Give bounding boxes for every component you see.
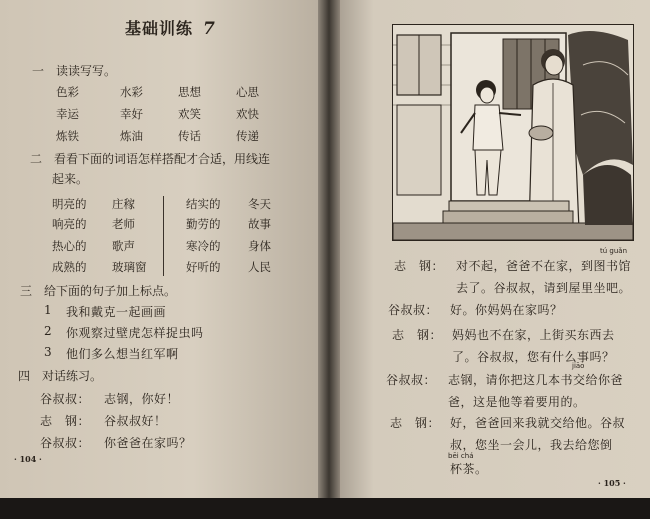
speaker: 志 钢： <box>40 414 91 428</box>
word: 水彩 <box>120 85 143 99</box>
speaker: 志 钢： <box>394 259 445 273</box>
speaker: 谷叔叔： <box>40 436 91 450</box>
match-word: 勤劳的 <box>186 217 221 231</box>
match-word: 响亮的 <box>52 217 87 231</box>
word: 炼油 <box>120 129 143 143</box>
word: 幸运 <box>56 107 79 121</box>
item-number: 1 <box>44 303 53 317</box>
match-word: 寒冷的 <box>186 239 221 253</box>
word: 炼铁 <box>56 129 79 143</box>
word: 思想 <box>178 85 201 99</box>
dialogue-line: 叔，您坐一会儿，我去给您倒 <box>450 438 613 452</box>
illustration-drawing <box>393 25 633 240</box>
match-word: 成熟的 <box>52 260 87 274</box>
word: 幸好 <box>120 107 143 121</box>
pinyin: bēi chá <box>448 452 474 460</box>
dialogue-line: 爸，这是他等着要用的。 <box>448 395 586 409</box>
dialogue-line: 志钢，请你把这几本书交给你爸 <box>448 373 624 387</box>
dialogue-line: 谷叔叔好！ <box>104 414 167 428</box>
word: 欢快 <box>236 107 259 121</box>
match-word: 故事 <box>248 217 271 231</box>
item-number: 3 <box>44 345 53 359</box>
match-word: 老师 <box>112 217 135 231</box>
word: 色彩 <box>56 85 79 99</box>
dialogue-line: 好。你妈妈在家吗？ <box>450 303 563 317</box>
speaker: 谷叔叔： <box>40 392 91 406</box>
match-word: 冬天 <box>248 197 271 211</box>
speaker: 谷叔叔： <box>388 303 439 317</box>
section1-label: 一 读读写写。 <box>32 64 117 78</box>
dialogue-line: 你爸爸在家吗？ <box>104 436 192 450</box>
section4-label: 四 对话练习。 <box>18 369 103 383</box>
sentence: 他们多么想当红军啊 <box>66 347 179 361</box>
word: 欢笑 <box>178 107 201 121</box>
speaker: 志 钢： <box>390 416 441 430</box>
match-divider <box>163 196 164 276</box>
section3-label: 三 给下面的句子加上标点。 <box>20 284 177 298</box>
page-number-right: · 105 · <box>598 478 626 488</box>
dialogue-line: 妈妈也不在家，上街买东西去 <box>452 328 615 342</box>
boy-greeting-man-at-door-illustration <box>392 24 634 241</box>
word: 传递 <box>236 129 259 143</box>
section2-label-cont: 起来。 <box>52 172 89 186</box>
title-text: 基础训练 <box>125 19 194 38</box>
match-word: 身体 <box>248 239 271 253</box>
dialogue-line: 志钢，你好！ <box>104 392 180 406</box>
section2-label: 二 看看下面的词语怎样搭配才合适，用线连 <box>30 152 271 166</box>
dialogue-line: 好，爸爸回来我就交给他。谷叔 <box>450 416 626 430</box>
sentence: 你观察过壁虎怎样捉虫吗 <box>66 326 204 340</box>
item-number: 2 <box>44 324 53 338</box>
speaker: 谷叔叔： <box>386 373 437 387</box>
match-word: 好听的 <box>186 260 221 274</box>
match-word: 玻璃窗 <box>112 260 147 274</box>
word: 心思 <box>236 85 259 99</box>
word: 传话 <box>178 129 201 143</box>
page-number-left: · 104 · <box>14 454 42 464</box>
speaker: 志 钢： <box>392 328 443 342</box>
pinyin: tú guǎn <box>600 247 628 255</box>
sentence: 我和戴克一起画画 <box>66 305 167 319</box>
page-title <box>125 16 216 39</box>
match-word: 人民 <box>248 260 271 274</box>
title-number: 7 <box>203 19 216 39</box>
match-word: 庄稼 <box>112 197 135 211</box>
match-word: 热心的 <box>52 239 87 253</box>
dialogue-line: 了。谷叔叔，您有什么事吗？ <box>452 350 615 364</box>
dialogue-line: 对不起，爸爸不在家，到图书馆 <box>456 259 632 273</box>
dialogue-line: 去了。谷叔叔，请到屋里坐吧。 <box>456 281 632 295</box>
book-gutter <box>318 0 340 519</box>
match-word: 明亮的 <box>52 197 87 211</box>
match-word: 结实的 <box>186 197 221 211</box>
match-word: 歌声 <box>112 239 135 253</box>
dialogue-line: 杯茶。 <box>450 462 488 476</box>
book-shadow <box>0 498 650 519</box>
pinyin: jiāo <box>572 362 585 370</box>
